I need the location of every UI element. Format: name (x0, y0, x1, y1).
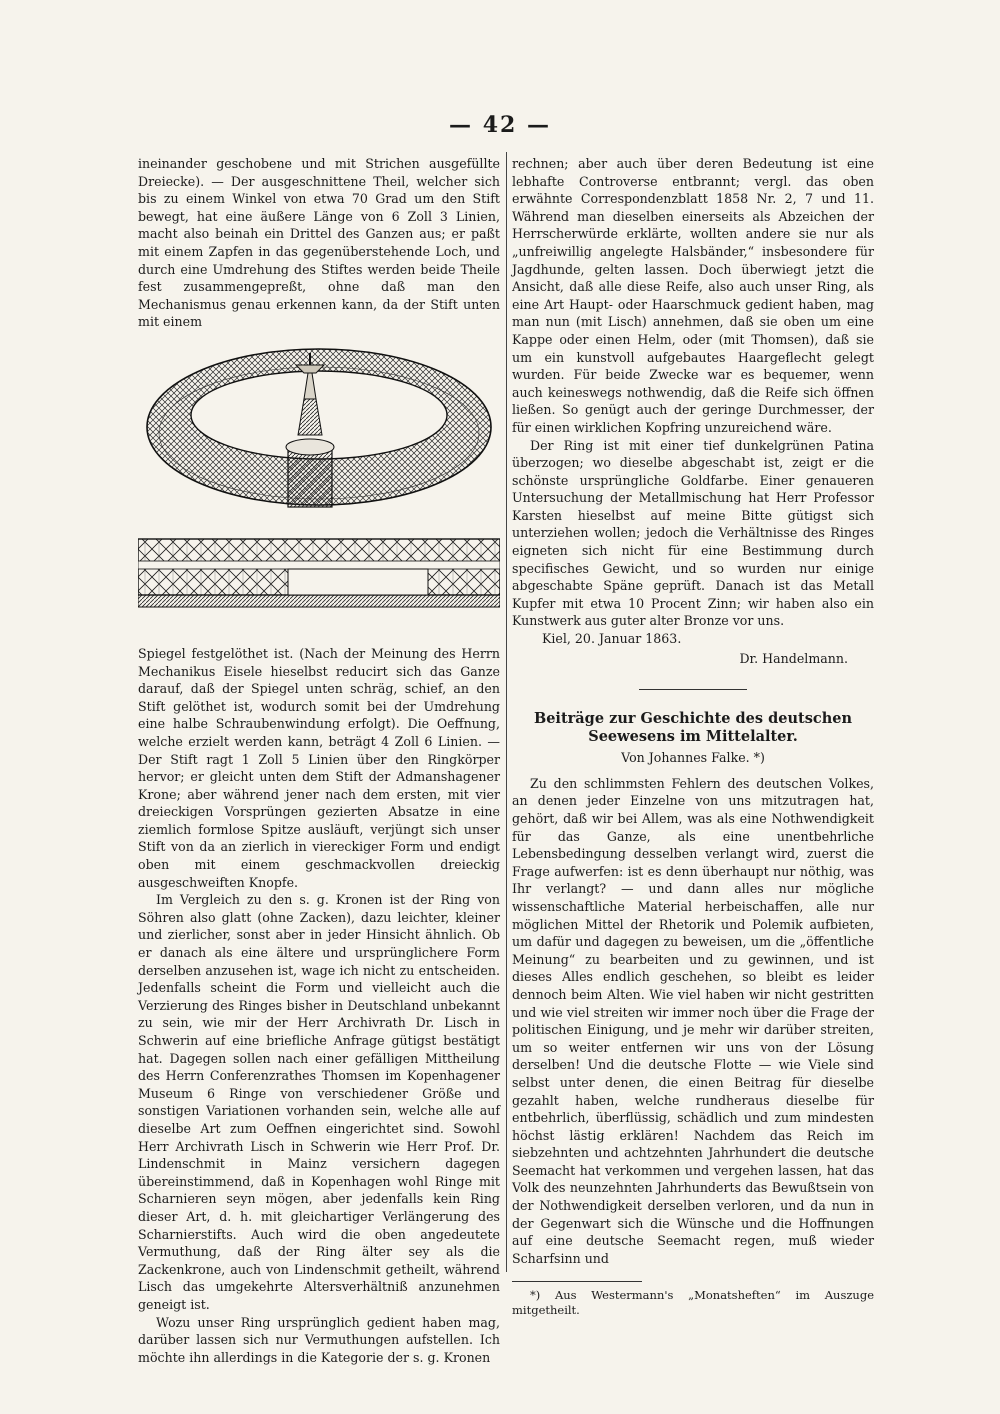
left-paragraph-2: Spiegel festgelöthet ist. (Nach der Meinung des Herrn Mechanikus Eisele hieselbst reducirt sich das Ganze darauf, daß der Spiegel unten schräg, schief, an den Stift gelöthet ist, wodurch somit bei der Umdrehung eine halbe Schraubenwindung erfolgt). Die Oeffnung, welche erzielt werden kann, beträgt 4 Zoll 6 Linien. — Der Stift ragt 1 Zoll 5 Linien über den Ringkörper hervor; er gleicht unten dem Stift der Admanshagener Krone; aber während jener nach dem ersten, mit vier dreieckigen Vorsprüngen gezierten Absatze in eine ziemlich formlose Spitze ausläuft, verjüngt sich unser Stift von da an zierlich in viereckiger Form und endigt oben mit einem geschmackvollen dreieckig ausgeschweiften Knopfe. (138, 645, 500, 890)
place-date: Kiel, 20. Januar 1863. (542, 631, 682, 647)
page-number: — 42 — (449, 112, 551, 138)
ring-engraving-figure (138, 339, 500, 639)
article-byline: Von Johannes Falke. *) (621, 750, 765, 766)
left-paragraph-1: ineinander geschobene und mit Strichen ausgefüllte Dreiecke). — Der ausgeschnittene Theil, welcher sich bis zu einem Winkel von etwa 70 Grad um den Stift bewegt, hat eine äußere Länge von 6 Zoll 3 Linien, macht also beinah ein Drittel des Ganzen aus; er paßt mit einem Zapfen in das gegenüberstehende Loch, und durch eine Umdrehung des Stiftes werden beide Theile fest zusammengepreßt, ohne daß man den Mechanismus genau erkennen kann, da der Stift unten mit einem (138, 156, 500, 330)
right-paragraph-1: rechnen; aber auch über deren Bedeutung ist eine lebhafte Controverse entbrannt; vergl. das oben erwähnte Correspondenzblatt 1858 Nr. 2, 7 und 11. Während man dieselben einerseits als Abzeichen der Herrscherwürde erklärte, wollten andere sie nur als „unfreiwillig angelegte Halsbänder,“ insbesondere für Jagdhunde, gelten lassen. Doch überwiegt jetzt die Ansicht, daß alle diese Reife, also auch unser Ring, als eine Art Haupt- oder Haarschmuck gedient haben, mag man nun (mit Lisch) annehmen, daß sie oben um eine Kappe oder einen Helm, oder (mit Thomsen), daß sie um ein kunstvoll aufgebautes Haargeflecht gelegt wurden. Für beide Zwecke war es bequemer, wenn auch keineswegs nothwendig, daß die Reife sich öffnen ließen. So genügt auch der geringe Durchmesser, der für einen wirklichen Kopfring unzureichend wäre. (512, 156, 874, 435)
right-paragraph-3: Zu den schlimmsten Fehlern des deutschen Volkes, an denen jeder Einzelne von uns mitzutragen hat, gehört, daß wir bei Allem, was als eine Nothwendigkeit für das Ganze, als eine unentbehrliche Lebensbedingung desselben verlangt wird, zuerst die Frage aufwerfen: ist es denn überhaupt nur nöthig, was Ihr verlangt? — und dann alles nur mögliche wissenschaftliche Material herbeischaffen, alle nur möglichen Mittel der Rhetorik und Polemik aufbieten, um dafür und dagegen zu beweisen, um die „öffentliche Meinung“ zu bearbeiten und zu gewinnen, und ist dieses Alles endlich geschehen, so bleibt es leider dennoch beim Alten. Wie viel haben wir nicht gestritten und wie viel streiten wir immer noch über die Frage der politischen Einigung, und je mehr wir darüber streiten, um so weiter entfernen wir uns von der Lösung derselben! Und die deutsche Flotte — wie Viele sind selbst unter denen, die einen Beitrag für dieselbe gezahlt haben, welche rundheraus dieselbe für entbehrlich, überflüssig, schädlich und zum mindesten höchst lästig erklären! Nachdem das Reich im siebzehnten und achtzehnten Jahrhundert die deutsche Seemacht hat verkommen und vergehen lassen, hat das Volk des neunzehnten Jahrhunderts das Bewußtsein von der Nothwendigkeit derselben verloren, und da nun in der Gegenwart sich die Wünsche und die Hoffnungen auf eine deutsche Seemacht regen, muß wieder Scharfsinn und (512, 775, 874, 1266)
column-divider (506, 152, 507, 1272)
left-column (138, 155, 500, 1366)
right-paragraph-2: Der Ring ist mit einer tief dunkelgrünen Patina überzogen; wo dieselbe abgeschabt ist, zeigt er die schönste ursprüngliche Goldfarbe. Einer genaueren Untersuchung der Metallmischung hat Herr Professor Karsten hieselbst auf meine Bitte gütigst sich unterziehen wollen; jedoch die Verhältnisse des Ringes eigneten sich nicht für eine Bestimmung durch specifisches Gewicht, und so wurden nur einige abgeschabte Späne geprüft. Danach ist das Metall Kupfer mit etwa 10 Procent Zinn; wir haben also ein Kunstwerk aus guter alter Bronze vor uns. (512, 437, 874, 629)
ring-illustration (138, 339, 500, 639)
author-signature: Dr. Handelmann. (739, 650, 848, 666)
footnote-rule (512, 1281, 642, 1282)
article-separator (639, 689, 747, 690)
left-paragraph-4: Wozu unser Ring ursprünglich gedient haben mag, darüber lassen sich nur Vermuthungen aufstellen. Ich möchte ihn allerdings in die Kategorie der s. g. Kronen (138, 1314, 500, 1365)
right-column (512, 155, 874, 1318)
article-title: Beiträge zur Geschichte des deutschen Seewesens im Mittelalter. (533, 710, 853, 746)
left-paragraph-3: Im Vergleich zu den s. g. Kronen ist der Ring von Söhren also glatt (ohne Zacken), dazu leichter, kleiner und zierlicher, sonst aber in jeder Hinsicht ähnlich. Ob er danach als eine ältere und ursprünglichere Form derselben anzusehen ist, wage ich nicht zu entscheiden. Jedenfalls scheint die Form und vielleicht auch die Verzierung des Ringes bisher in Deutschland unbekannt zu sein, wie mir der Herr Archivrath Dr. Lisch in Schwerin auf eine briefliche Anfrage gütigst bestätigt hat. Dagegen sollen nach einer gefälligen Mittheilung des Herrn Conferenzrathes Thomsen im Kopenhagener Museum 6 Ringe von verschiedener Größe und sonstigen Variationen vorhanden sein, welche alle auf dieselbe Art zum Oeffnen eingerichtet sind. Sowohl Herr Archivrath Lisch in Schwerin wie Herr Prof. Dr. Lindenschmit in Mainz versichern dagegen übereinstimmend, daß in Kopenhagen wohl Ringe mit Scharnieren seyn mögen, aber jedenfalls kein Ring dieser Art, d. h. mit gleichartiger Verlängerung des Scharnierstifts. Auch wird die oben angedeutete Vermuthung, daß der Ring älter sey als die Zackenkrone, auch von Lindenschmit getheilt, während Lisch das umgekehrte Altersverhältniß anzunehmen geneigt ist. (138, 892, 500, 1312)
footnote: *) Aus Westermann's „Monatsheften“ im Auszuge mitgetheilt. (512, 1288, 874, 1318)
